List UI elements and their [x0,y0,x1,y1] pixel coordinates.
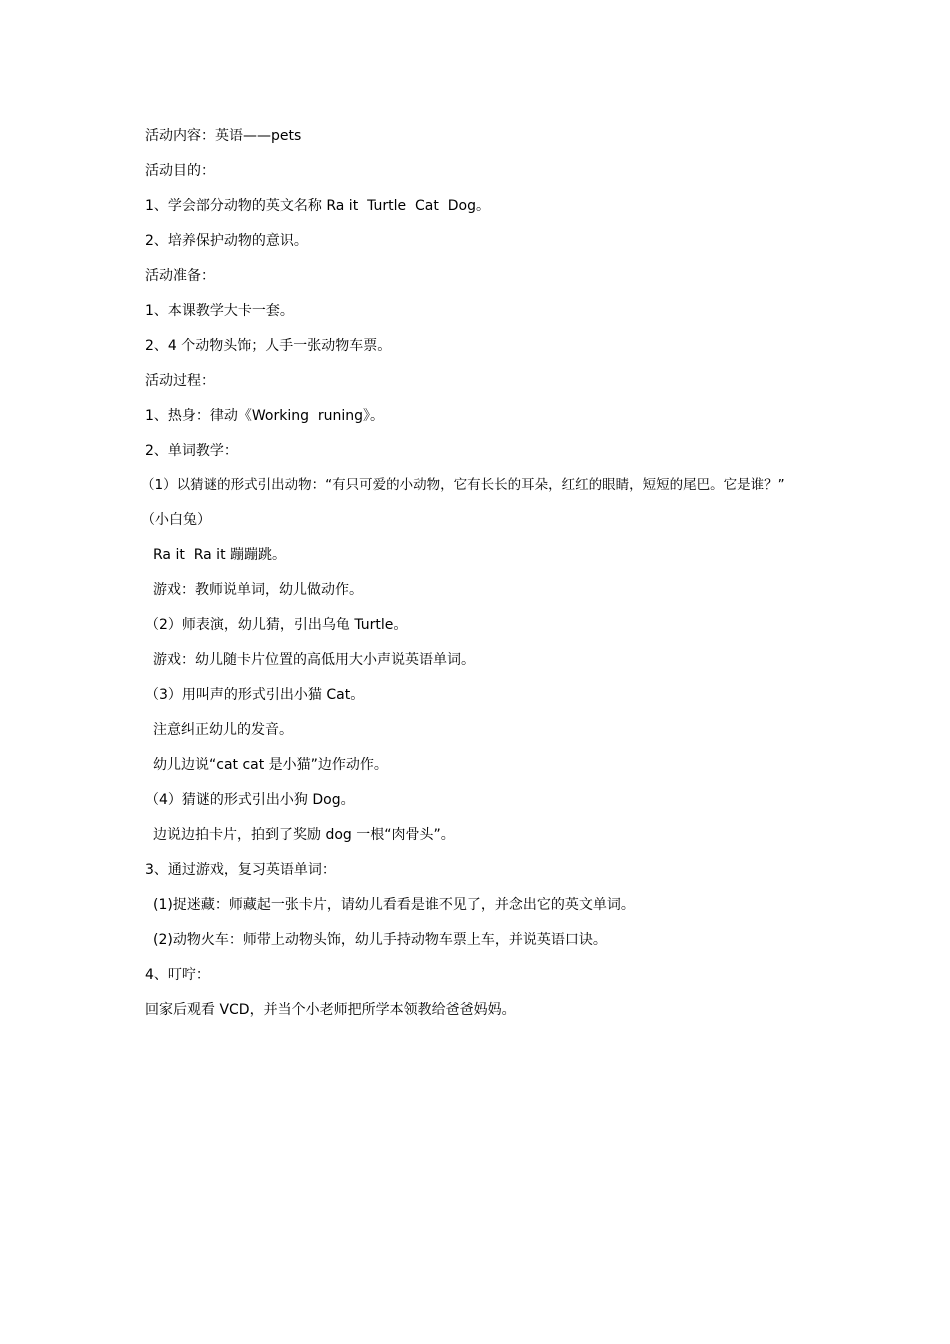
activity-content-line: 活动内容：英语——pets [145,128,302,144]
cat-chant: 幼儿边说“cat cat 是小猫”边作动作。 [153,757,388,773]
step-3-cat: （3）用叫声的形式引出小猫 Cat。 [145,687,365,703]
riddle-answer: （小白兔） [141,512,211,528]
process-step-4: 4、叮咛： [145,967,210,983]
game-line-1: 游戏：教师说单词，幼儿做动作。 [153,582,363,598]
dog-card-game: 边说边拍卡片，拍到了奖励 dog 一根“肉骨头”。 [153,827,455,843]
activity-goal-heading: 活动目的： [145,163,215,179]
pronunciation-note: 注意纠正幼儿的发音。 [153,722,293,738]
preparation-heading: 活动准备： [145,268,215,284]
step-2-turtle: （2）师表演，幼儿猜，引出乌龟 Turtle。 [145,617,408,633]
step-4-dog: （4）猜谜的形式引出小狗 Dog。 [145,792,355,808]
animal-train-game: (2)动物火车：师带上动物头饰，幼儿手持动物车票上车，并说英语口诀。 [153,932,607,948]
preparation-item-2: 2、4 个动物头饰；人手一张动物车票。 [145,338,392,354]
process-step-3: 3、通过游戏，复习英语单词： [145,862,336,878]
process-step-1: 1、热身：律动《Working runing》。 [145,408,385,424]
riddle-paragraph: （1）以猜谜的形式引出动物：“有只可爱的小动物，它有长长的耳朵，红红的眼睛，短短的尾巴。它是谁？” [141,477,785,493]
homework-line: 回家后观看 VCD，并当个小老师把所学本领教给爸爸妈妈。 [145,1002,516,1018]
rabbit-chant: Ra it Ra it 蹦蹦跳。 [153,547,287,563]
goal-item-1: 1、学会部分动物的英文名称 Ra it Turtle Cat Dog。 [145,198,491,214]
preparation-item-1: 1、本课教学大卡一套。 [145,303,294,319]
process-heading: 活动过程： [145,373,215,389]
process-step-2: 2、单词教学： [145,443,238,459]
hide-and-seek-game: (1)捉迷藏：师藏起一张卡片，请幼儿看看是谁不见了，并念出它的英文单词。 [153,897,635,913]
game-line-2: 游戏：幼儿随卡片位置的高低用大小声说英语单词。 [153,652,475,668]
goal-item-2: 2、培养保护动物的意识。 [145,233,308,249]
